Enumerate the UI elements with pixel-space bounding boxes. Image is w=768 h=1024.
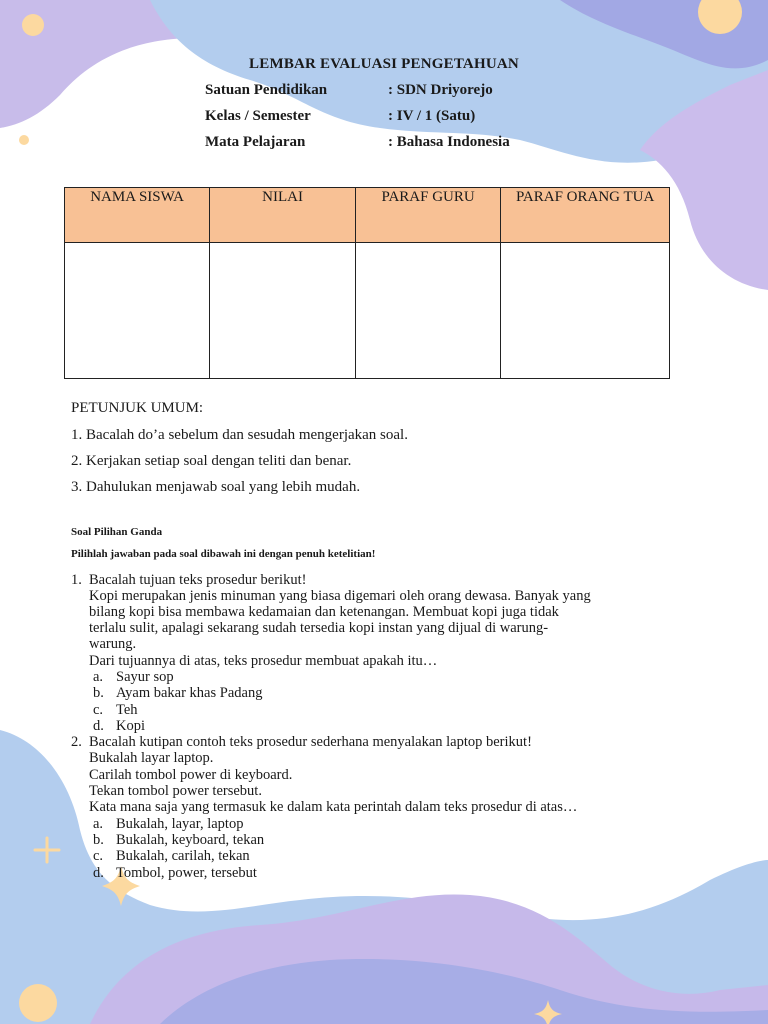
option-letter: a.: [93, 669, 104, 685]
grade-table-header-row: [65, 188, 670, 243]
question-line: Bacalah kutipan contoh teks prosedur sederhana menyalakan laptop berikut!: [89, 734, 532, 750]
info-value: : SDN Driyorejo: [388, 82, 493, 98]
cell-nilai[interactable]: [210, 243, 356, 379]
grade-table: [64, 187, 670, 379]
question-number: 2.: [71, 734, 82, 750]
info-label: Kelas / Semester: [205, 108, 311, 124]
option-letter: a.: [93, 816, 104, 832]
instruction-item: 3. Dahulukan menjawab soal yang lebih mudah.: [71, 479, 361, 495]
option-text[interactable]: Bukalah, layar, laptop: [116, 816, 244, 832]
instruction-item: 2. Kerjakan setiap soal dengan teliti dan benar.: [71, 453, 352, 469]
section-instruction: Pilihlah jawaban pada soal dibawah ini dengan penuh ketelitian!: [71, 548, 376, 560]
option-text[interactable]: Bukalah, carilah, tekan: [116, 848, 250, 864]
question-line: Kata mana saja yang termasuk ke dalam kata perintah dalam teks prosedur di atas…: [89, 799, 578, 815]
option-text[interactable]: Ayam bakar khas Padang: [116, 685, 263, 701]
option-letter: d.: [93, 865, 104, 881]
info-value: : IV / 1 (Satu): [388, 108, 476, 124]
header-nilai: NILAI: [210, 188, 356, 243]
question-line: Carilah tombol power di keyboard.: [89, 767, 293, 783]
header-nama-siswa: NAMA SISWA: [65, 188, 210, 243]
option-text[interactable]: Teh: [116, 702, 138, 718]
cell-paraf-guru[interactable]: [355, 243, 500, 379]
question-line: Tekan tombol power tersebut.: [89, 783, 262, 799]
question-number: 1.: [71, 572, 82, 588]
question-line: Kopi merupakan jenis minuman yang biasa digemari oleh orang dewasa. Banyak yang: [89, 588, 591, 604]
header-paraf-orang-tua: PARAF ORANG TUA: [501, 188, 670, 243]
section-heading: Soal Pilihan Ganda: [71, 526, 163, 538]
option-text[interactable]: Bukalah, keyboard, tekan: [116, 832, 265, 848]
cell-nama-siswa[interactable]: [65, 243, 210, 379]
grade-table-entry-row: [65, 243, 670, 379]
header-paraf-guru: PARAF GURU: [355, 188, 500, 243]
option-letter: c.: [93, 848, 104, 864]
option-text[interactable]: Kopi: [116, 718, 145, 734]
question-line: warung.: [89, 636, 137, 652]
question-line: terlalu sulit, apalagi sekarang sudah tersedia kopi instan yang dijual di warung-: [89, 620, 549, 636]
page-title: LEMBAR EVALUASI PENGETAHUAN: [249, 56, 519, 72]
info-label: Satuan Pendidikan: [205, 82, 328, 98]
info-label: Mata Pelajaran: [205, 134, 306, 150]
instruction-item: 1. Bacalah do’a sebelum dan sesudah mengerjakan soal.: [71, 427, 408, 443]
instructions-heading: PETUNJUK UMUM:: [71, 400, 204, 416]
option-letter: b.: [93, 685, 104, 701]
option-letter: b.: [93, 832, 104, 848]
cell-paraf-orang-tua[interactable]: [501, 243, 670, 379]
question-line: bilang kopi bisa membawa kedamaian dan ketenangan. Membuat kopi juga tidak: [89, 604, 559, 620]
option-letter: d.: [93, 718, 104, 734]
info-value: : Bahasa Indonesia: [388, 134, 510, 150]
question-line: Dari tujuannya di atas, teks prosedur membuat apakah itu…: [89, 653, 438, 669]
question-line: Bacalah tujuan teks prosedur berikut!: [89, 572, 307, 588]
option-text[interactable]: Sayur sop: [116, 669, 174, 685]
option-text[interactable]: Tombol, power, tersebut: [116, 865, 257, 881]
question-line: Bukalah layar laptop.: [89, 750, 214, 766]
option-letter: c.: [93, 702, 104, 718]
